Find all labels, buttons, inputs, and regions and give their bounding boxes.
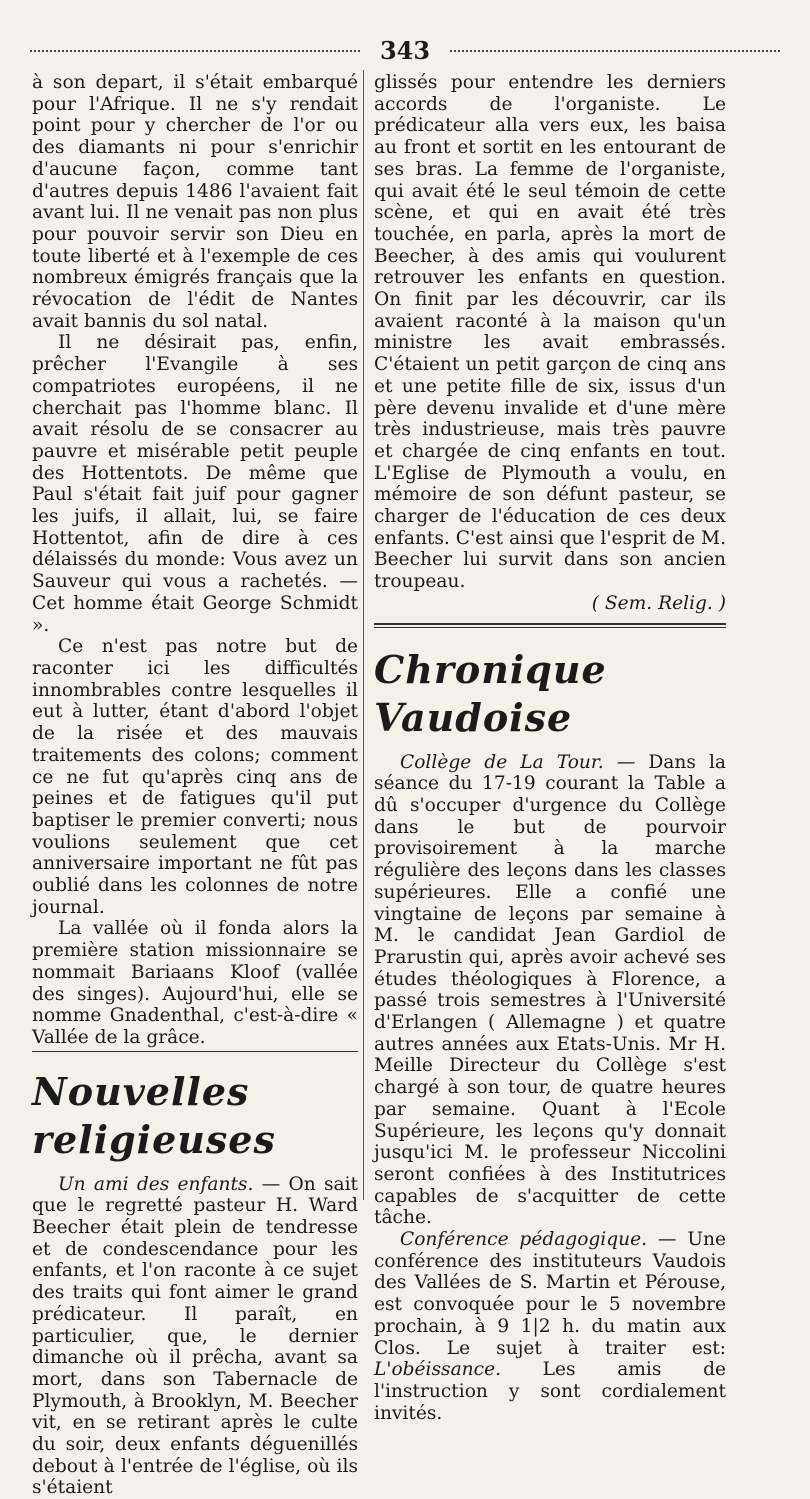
section-title-chronique-vaudoise: Chronique Vaudoise (374, 646, 607, 740)
left-column (32, 72, 358, 1499)
article-text: — Dans la séance du 17-19 courant la Table a dû s'occuper d'urgence du Collège dans le but de pourvoir provisoirement à la marche régulière des leçons dans les classes supérieures. Elle a confié une vingtaine de leçons par semaine à M. le candidat Jean Gardiol de Prarustin qui, après avoir achevé ses études théologiques à Florence, a passé trois semestres à l'Université d'Erlangen ( Allemagne ) et quatre autres années aux Etats-Unis. Mr H. Meille Directeur du Collège s'est chargé à son tour, de quatre heures par semaine. Quant à l'Ecole Supérieure, les leçons qu'y donnait jusqu'ici M. le professeur Niccolini seront confiées à des Institutrices capables de s'acquitter de cette tâche. (374, 751, 726, 1229)
article-lead: Conférence pédagogique. (400, 1229, 648, 1251)
section-title-nouvelles-religieuses: Nouvelles religieuses (32, 1068, 276, 1162)
section-rule-thin (374, 627, 726, 628)
right-column (374, 72, 726, 1424)
paragraph: Ce n'est pas notre but de raconter ici les difficultés innombrables contre lesquelles il eut à lutter, étant d'abord l'objet de la risée et des mauvais traitements des colons; comment ce ne fut qu'après cinq ans de peines et de fatigues qu'il put baptiser le premier converti; nous voulions seulement que cet anniversaire important ne fût pas oublié dans les colonnes de notre journal. (32, 636, 358, 918)
page-header (30, 36, 780, 66)
paragraph: à son depart, il s'était embarqué pour l'Afrique. Il ne s'y rendait point pour y chercher de l'or ou des diamants ni pour s'enrichir d'aucune façon, comme tant d'autres depuis 1486 l'avaient fait avant lui. Il ne venait pas non plus pour pouvoir servir son Dieu en toute liberté et à l'exemple de ces nombreux émigrés français que la révocation de l'édit de Nantes avait bannis du sol natal. (32, 72, 358, 332)
source-citation: ( Sem. Relig. ) (591, 592, 726, 614)
paragraph: La vallée où il fonda alors la première station missionnaire se nommait Bariaans Kloof (vallée des singes). Aujourd'hui, elle se nomme Gnadenthal, c'est-à-dire « Vallée de la grâce. (32, 918, 358, 1048)
section-rule (374, 623, 726, 625)
paragraph: glissés pour entendre les derniers accords de l'organiste. Le prédicateur alla vers eux, les baisa au front et sortit en les entourant de ses bras. La femme de l'organiste, qui avait été le seul témoin de cette scène, et qui en avait été très touchée, en parla, après la mort de Beecher, à des amis qui voulurent retrouver les enfants en question. On finit par les découvrir, car ils avaient raconté à la maison qu'un ministre les avait embrassés. C'étaient un petit garçon de cinq ans et une petite fille de six, issus d'un père devenu invalide et d'une mère très industrieuse, mais très pauvre et chargée de cinq enfants en tout. L'Eglise de Plymouth a voulu, en mémoire de son défunt pasteur, se charger de l'éducation de ces deux enfants. C'est ainsi que l'esprit de M. Beecher lui survit dans son ancien troupeau. (374, 72, 726, 593)
header-rule-left (30, 50, 360, 52)
column-divider (363, 70, 364, 1200)
header-rule-right (450, 50, 780, 52)
article-lead: Collège de La Tour. (400, 751, 604, 773)
section-rule (32, 1051, 358, 1052)
article-paragraph (374, 752, 726, 1229)
article-text-end: Les amis de l'instruction y sont cordialement invités. (374, 1359, 726, 1424)
article-text: — On sait que le regretté pasteur H. Ward Beecher était plein de tendresse et de condescendance pour les enfants, et l'on raconte à ce sujet des traits qui font aimer le grand prédicateur. Il paraît, en particulier, que, le dernier dimanche où il prêcha, avant sa mort, dans son Tabernacle de Plymouth, à Brooklyn, M. Beecher vit, en se retirant après le culte du soir, deux enfants déguenillés debout à l'entrée de l'église, où ils s'étaient (32, 1173, 358, 1499)
paragraph: Il ne désirait pas, enfin, prêcher l'Evangile à ses compatriotes européens, il ne cherchait pas l'homme blanc. Il avait résolu de se consacrer au pauvre et misérable petit peuple des Hottentots. De même que Paul s'était fait juif pour gagner les juifs, il allait, lui, se faire Hottentot, afin de dire à ces délaissés du monde: Vous avez un Sauveur qui vous a rachetés. — Cet homme était George Schmidt ». (32, 332, 358, 636)
article-subject: L'obéissance. (374, 1359, 501, 1381)
article-text: — Une conférence des instituteurs Vaudois des Vallées de S. Martin et Pérouse, est convoquée pour le 5 novembre prochain, à 9 1|2 h. du matin aux Clos. Le sujet à traiter est: (374, 1229, 726, 1359)
article-paragraph (32, 1174, 358, 1499)
article-paragraph (374, 1229, 726, 1424)
article-lead: Un ami des enfants. (58, 1173, 254, 1195)
page-number: 343 (379, 36, 431, 65)
